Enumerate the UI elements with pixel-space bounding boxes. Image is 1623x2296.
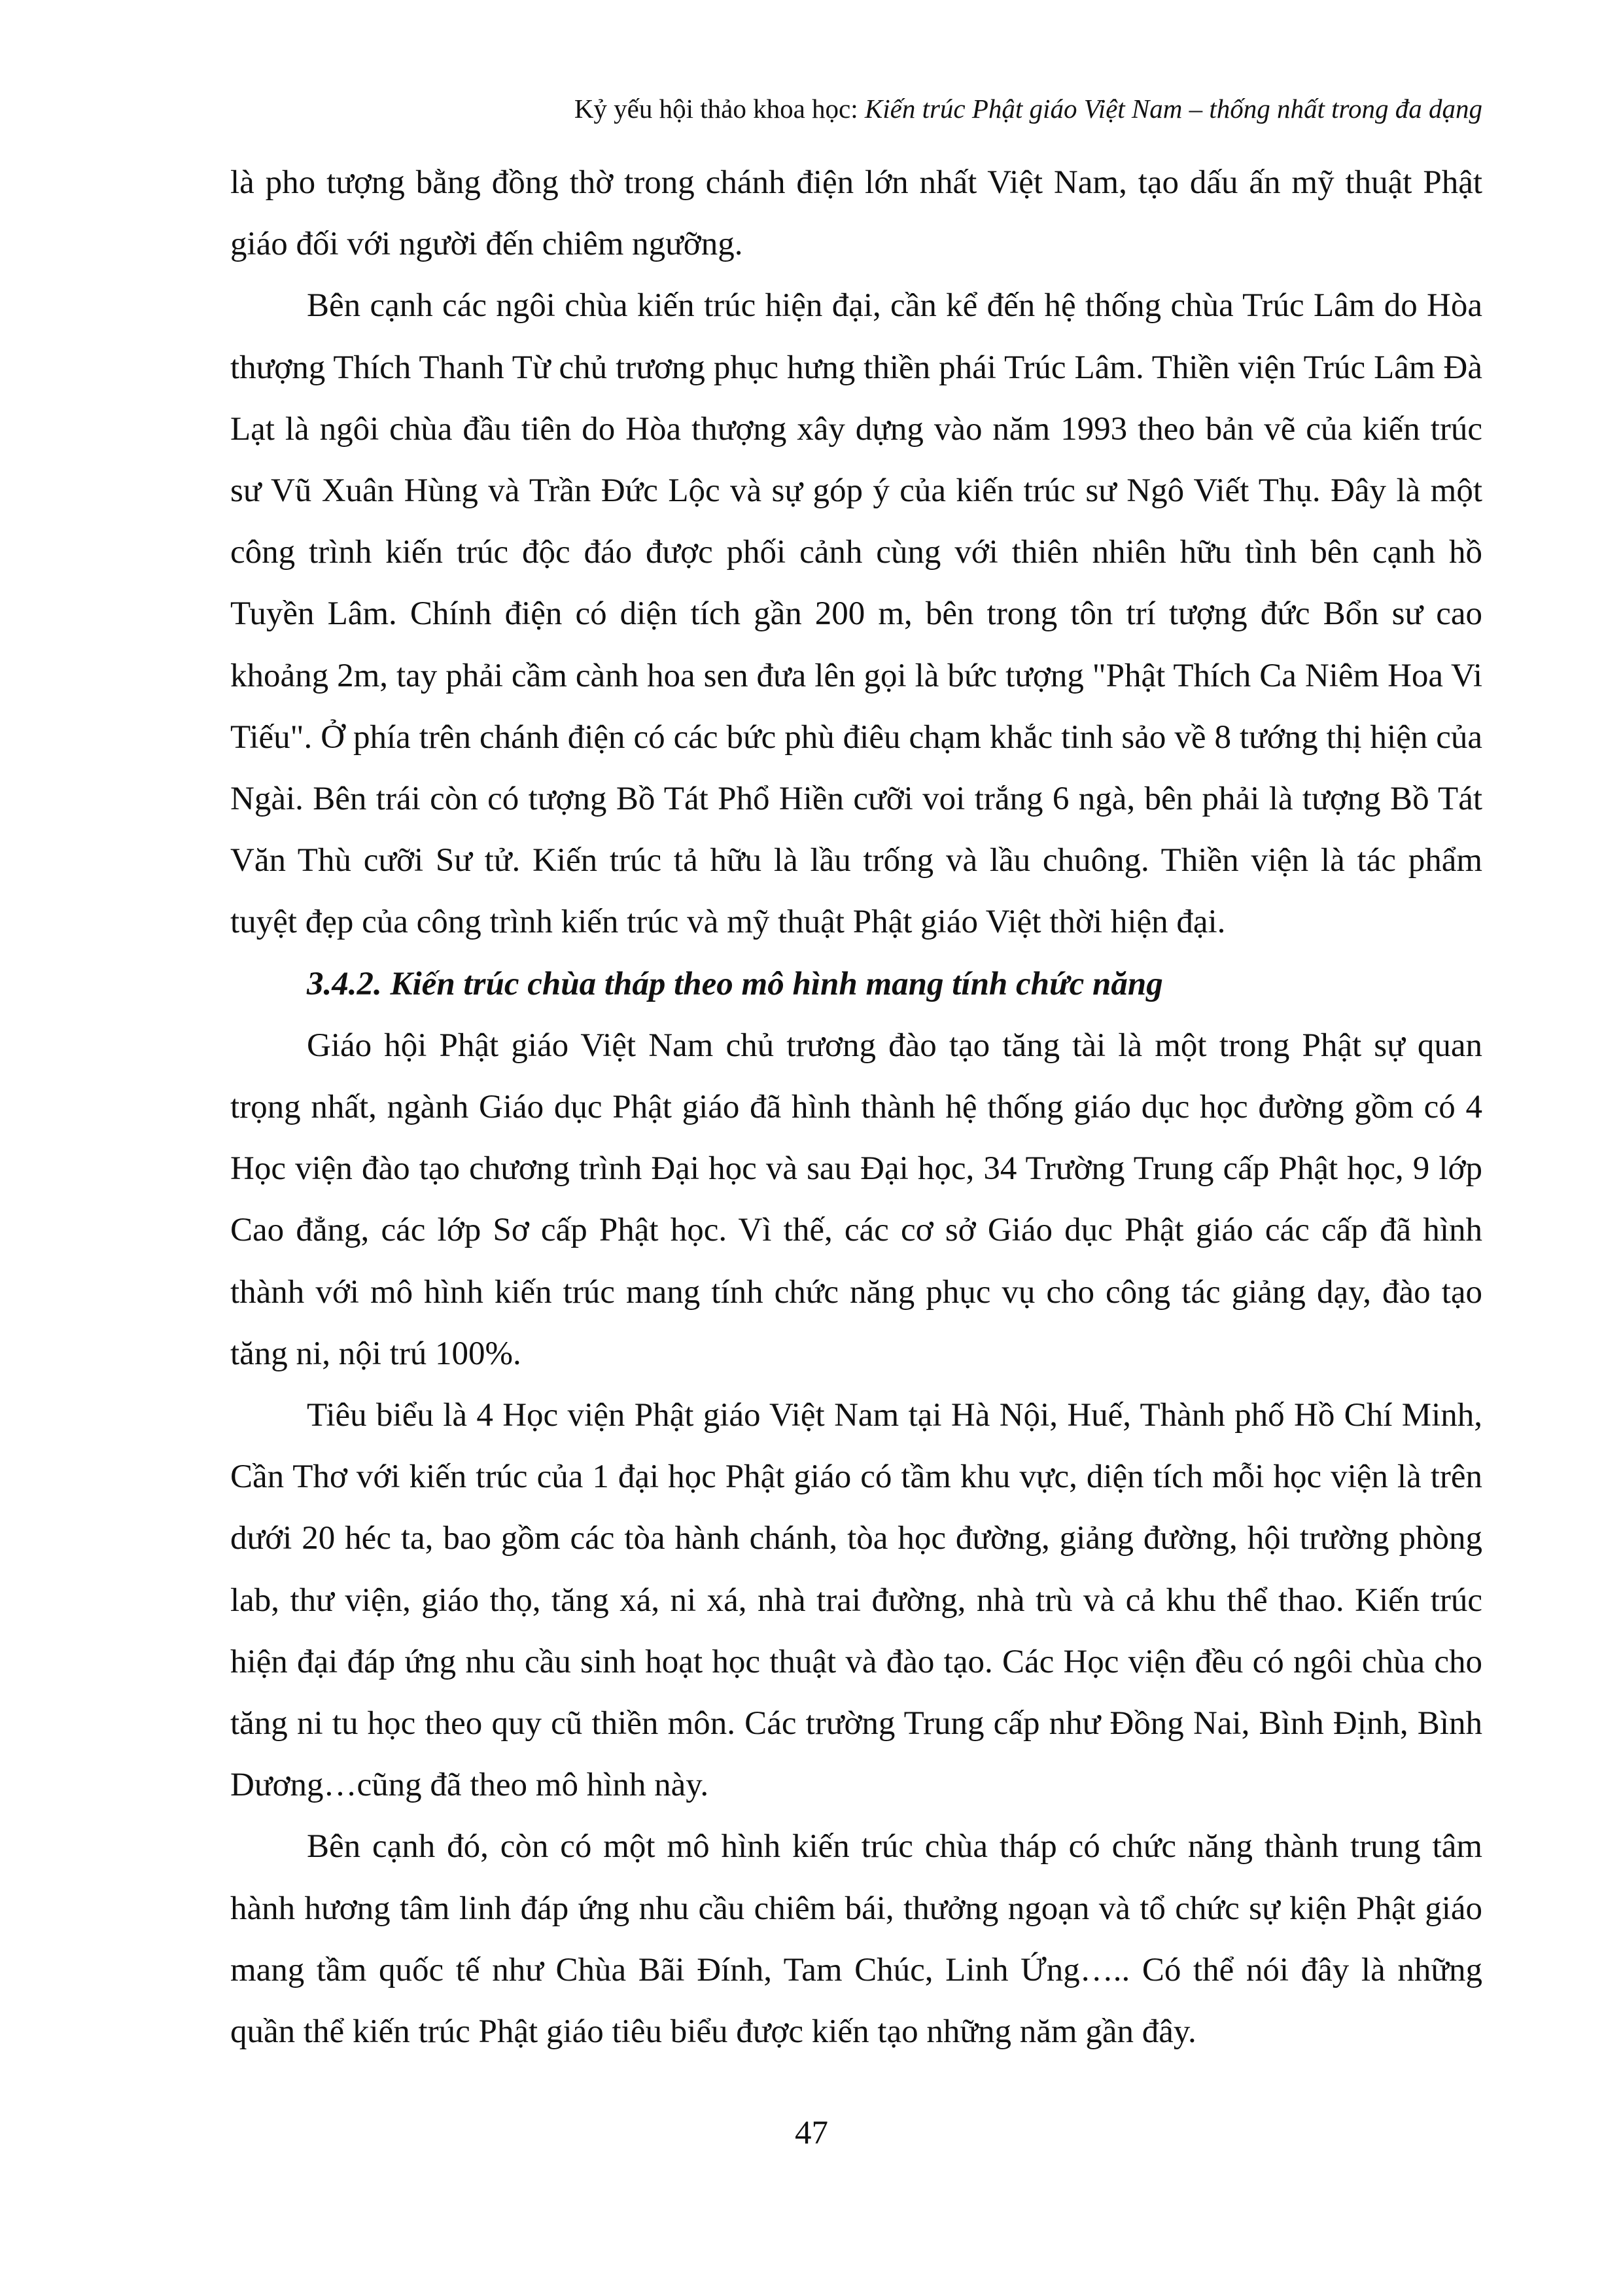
paragraph-pilgrimage: Bên cạnh đó, còn có một mô hình kiến trúc chùa tháp có chức năng thành trung tâm hành hương tâm linh đáp ứng nhu cầu chiêm bái, thưởng ngoạn và tổ chức sự kiện Phật giáo mang tầm quốc tế như Chùa Bãi Đính, Tam Chúc, Linh Ứng….. Có thể nói đây là những quần thể kiến trúc Phật giáo tiêu biểu được kiến tạo những năm gần đây. (230, 1828, 1482, 2051)
header-prefix: Kỷ yếu hội thảo khoa học: (574, 94, 865, 124)
page-number: 47 (795, 2115, 828, 2151)
body-text (230, 152, 1482, 2062)
paragraph-truc-lam: Bên cạnh các ngôi chùa kiến trúc hiện đại, cần kể đến hệ thống chùa Trúc Lâm do Hòa thượng Thích Thanh Từ chủ trương phục hưng thiền phái Trúc Lâm. Thiền viện Trúc Lâm Đà Lạt là ngôi chùa đầu tiên do Hòa thượng xây dựng vào năm 1993 theo bản vẽ của kiến trúc sư Vũ Xuân Hùng và Trần Đức Lộc và sự góp ý của kiến trúc sư Ngô Viết Thụ. Đây là một công trình kiến trúc độc đáo được phối cảnh cùng với thiên nhiên hữu tình bên cạnh hồ Tuyền Lâm. Chính điện có diện tích gần 200 m, bên trong tôn trí tượng đức Bổn sư cao khoảng 2m, tay phải cầm cành hoa sen đưa lên gọi là bức tượng "Phật Thích Ca Niêm Hoa Vi Tiếu". Ở phía trên chánh điện có các bức phù điêu chạm khắc tinh sảo về 8 tướng thị hiện của Ngài. Bên trái còn có tượng Bồ Tát Phổ Hiền cưỡi voi trắng 6 ngà, bên phải là tượng Bồ Tát Văn Thù cưỡi Sư tử. Kiến trúc tả hữu là lầu trống và lầu chuông. Thiền viện là tác phẩm tuyệt đẹp của công trình kiến trúc và mỹ thuật Phật giáo Việt thời hiện đại. (230, 287, 1482, 941)
paragraph-academies: Tiêu biểu là 4 Học viện Phật giáo Việt Nam tại Hà Nội, Huế, Thành phố Hồ Chí Minh, Cần Thơ với kiến trúc của 1 đại học Phật giáo có tầm khu vực, diện tích mỗi học viện là trên dưới 20 héc ta, bao gồm các tòa hành chánh, tòa học đường, giảng đường, hội trường phòng lab, thư viện, giáo thọ, tăng xá, ni xá, nhà trai đường, nhà trù và cả khu thể thao. Kiến trúc hiện đại đáp ứng nhu cầu sinh hoạt học thuật và đào tạo. Các Học viện đều có ngôi chùa cho tăng ni tu học theo quy cũ thiền môn. Các trường Trung cấp như Đồng Nai, Bình Định, Bình Dương…cũng đã theo mô hình này. (230, 1397, 1482, 1804)
section-heading: 3.4.2. Kiến trúc chùa tháp theo mô hình mang tính chức năng (307, 965, 1163, 1002)
paragraph-continuation: là pho tượng bằng đồng thờ trong chánh điện lớn nhất Việt Nam, tạo dấu ấn mỹ thuật Phật giáo đối với người đến chiêm ngưỡng. (230, 164, 1482, 263)
header-title: Kiến trúc Phật giáo Việt Nam – thống nhất trong đa dạng (864, 94, 1482, 124)
paragraph-education: Giáo hội Phật giáo Việt Nam chủ trương đào tạo tăng tài là một trong Phật sự quan trọng nhất, ngành Giáo dục Phật giáo đã hình thành hệ thống giáo dục học đường gồm có 4 Học viện đào tạo chương trình Đại học và sau Đại học, 34 Trường Trung cấp Phật học, 9 lớp Cao đẳng, các lớp Sơ cấp Phật học. Vì thế, các cơ sở Giáo dục Phật giáo các cấp đã hình thành với mô hình kiến trúc mang tính chức năng phục vụ cho công tác giảng dạy, đào tạo tăng ni, nội trú 100%. (230, 1027, 1482, 1372)
running-header (222, 92, 1482, 126)
